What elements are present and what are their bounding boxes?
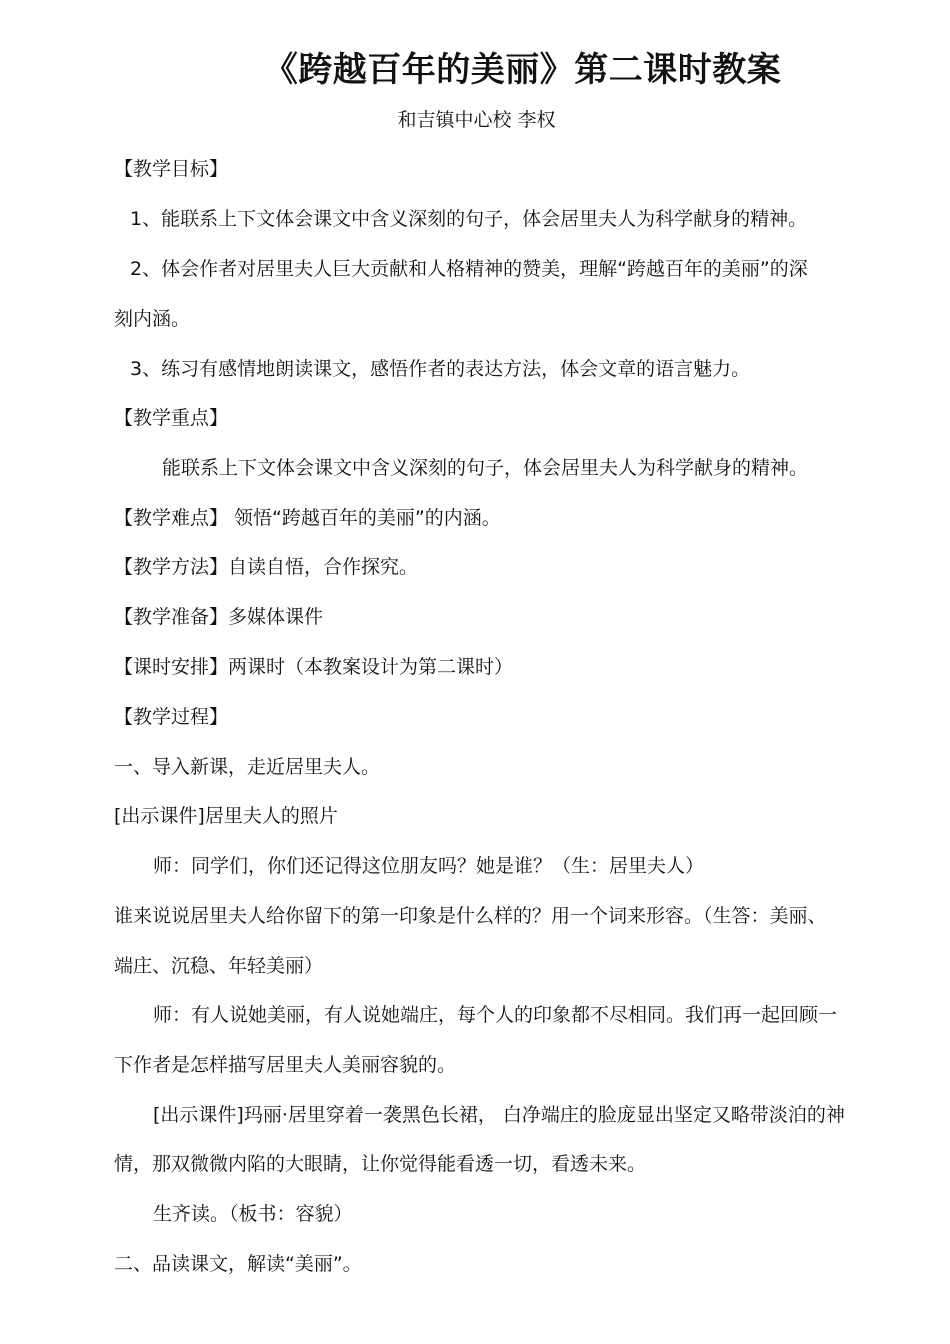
document-title: 《跨越百年的美丽》第二课时教案 [263,50,782,90]
difficult-point: 【教学难点】 领悟“跨越百年的美丽”的内涵。 [114,507,501,529]
heading-key-points: 【教学重点】 [114,407,229,429]
teaching-preparation: 【教学准备】多媒体课件 [114,606,324,628]
section-1-heading: 一、导入新课，走近居里夫人。 [114,756,381,778]
section-2-heading: 二、品读课文，解读“美丽”。 [114,1253,362,1275]
students-read-aloud: 生齐读。（板书：容貌） [153,1203,353,1225]
heading-teaching-goals: 【教学目标】 [114,158,229,180]
goal-2-continued: 刻内涵。 [114,308,191,330]
goal-3: 3、练习有感情地朗读课文，感悟作者的表达方法，体会文章的语言魅力。 [130,358,751,380]
teaching-method: 【教学方法】自读自悟，合作探究。 [114,556,419,578]
first-impression-question: 谁来说说居里夫人给你留下的第一印象是什么样的？用一个词来形容。（生答：美丽、 [114,905,827,927]
first-impression-answers: 端庄、沉稳、年轻美丽） [114,955,324,977]
key-point-text: 能联系上下文体会课文中含义深刻的句子，体会居里夫人为科学献身的精神。 [162,457,809,479]
courseware-photo: [出示课件]居里夫人的照片 [114,805,338,827]
teacher-remark: 师：有人说她美丽，有人说她端庄，每个人的印象都不尽相同。我们再一起回顾一 [153,1004,838,1026]
teacher-remark-continued: 下作者是怎样描写居里夫人美丽容貌的。 [114,1054,457,1076]
teacher-question-1: 师：同学们，你们还记得这位朋友吗？她是谁？（生：居里夫人） [153,855,705,877]
heading-teaching-process: 【教学过程】 [114,706,229,728]
goal-1: 1、能联系上下文体会课文中含义深刻的句子，体会居里夫人为科学献身的精神。 [130,208,808,230]
lesson-schedule: 【课时安排】两课时（本教案设计为第二课时） [114,656,514,678]
goal-2: 2、体会作者对居里夫人巨大贡献和人格精神的赞美，理解“跨越百年的美丽”的深 [130,258,808,280]
author-line: 和吉镇中心校 李权 [397,109,556,131]
courseware-description-continued: 情，那双微微内陷的大眼睛，让你觉得能看透一切，看透未来。 [114,1153,647,1175]
courseware-description: [出示课件]玛丽·居里穿着一袭黑色长裙， 白净端庄的脸庞显出坚定又略带淡泊的神 [153,1104,845,1126]
